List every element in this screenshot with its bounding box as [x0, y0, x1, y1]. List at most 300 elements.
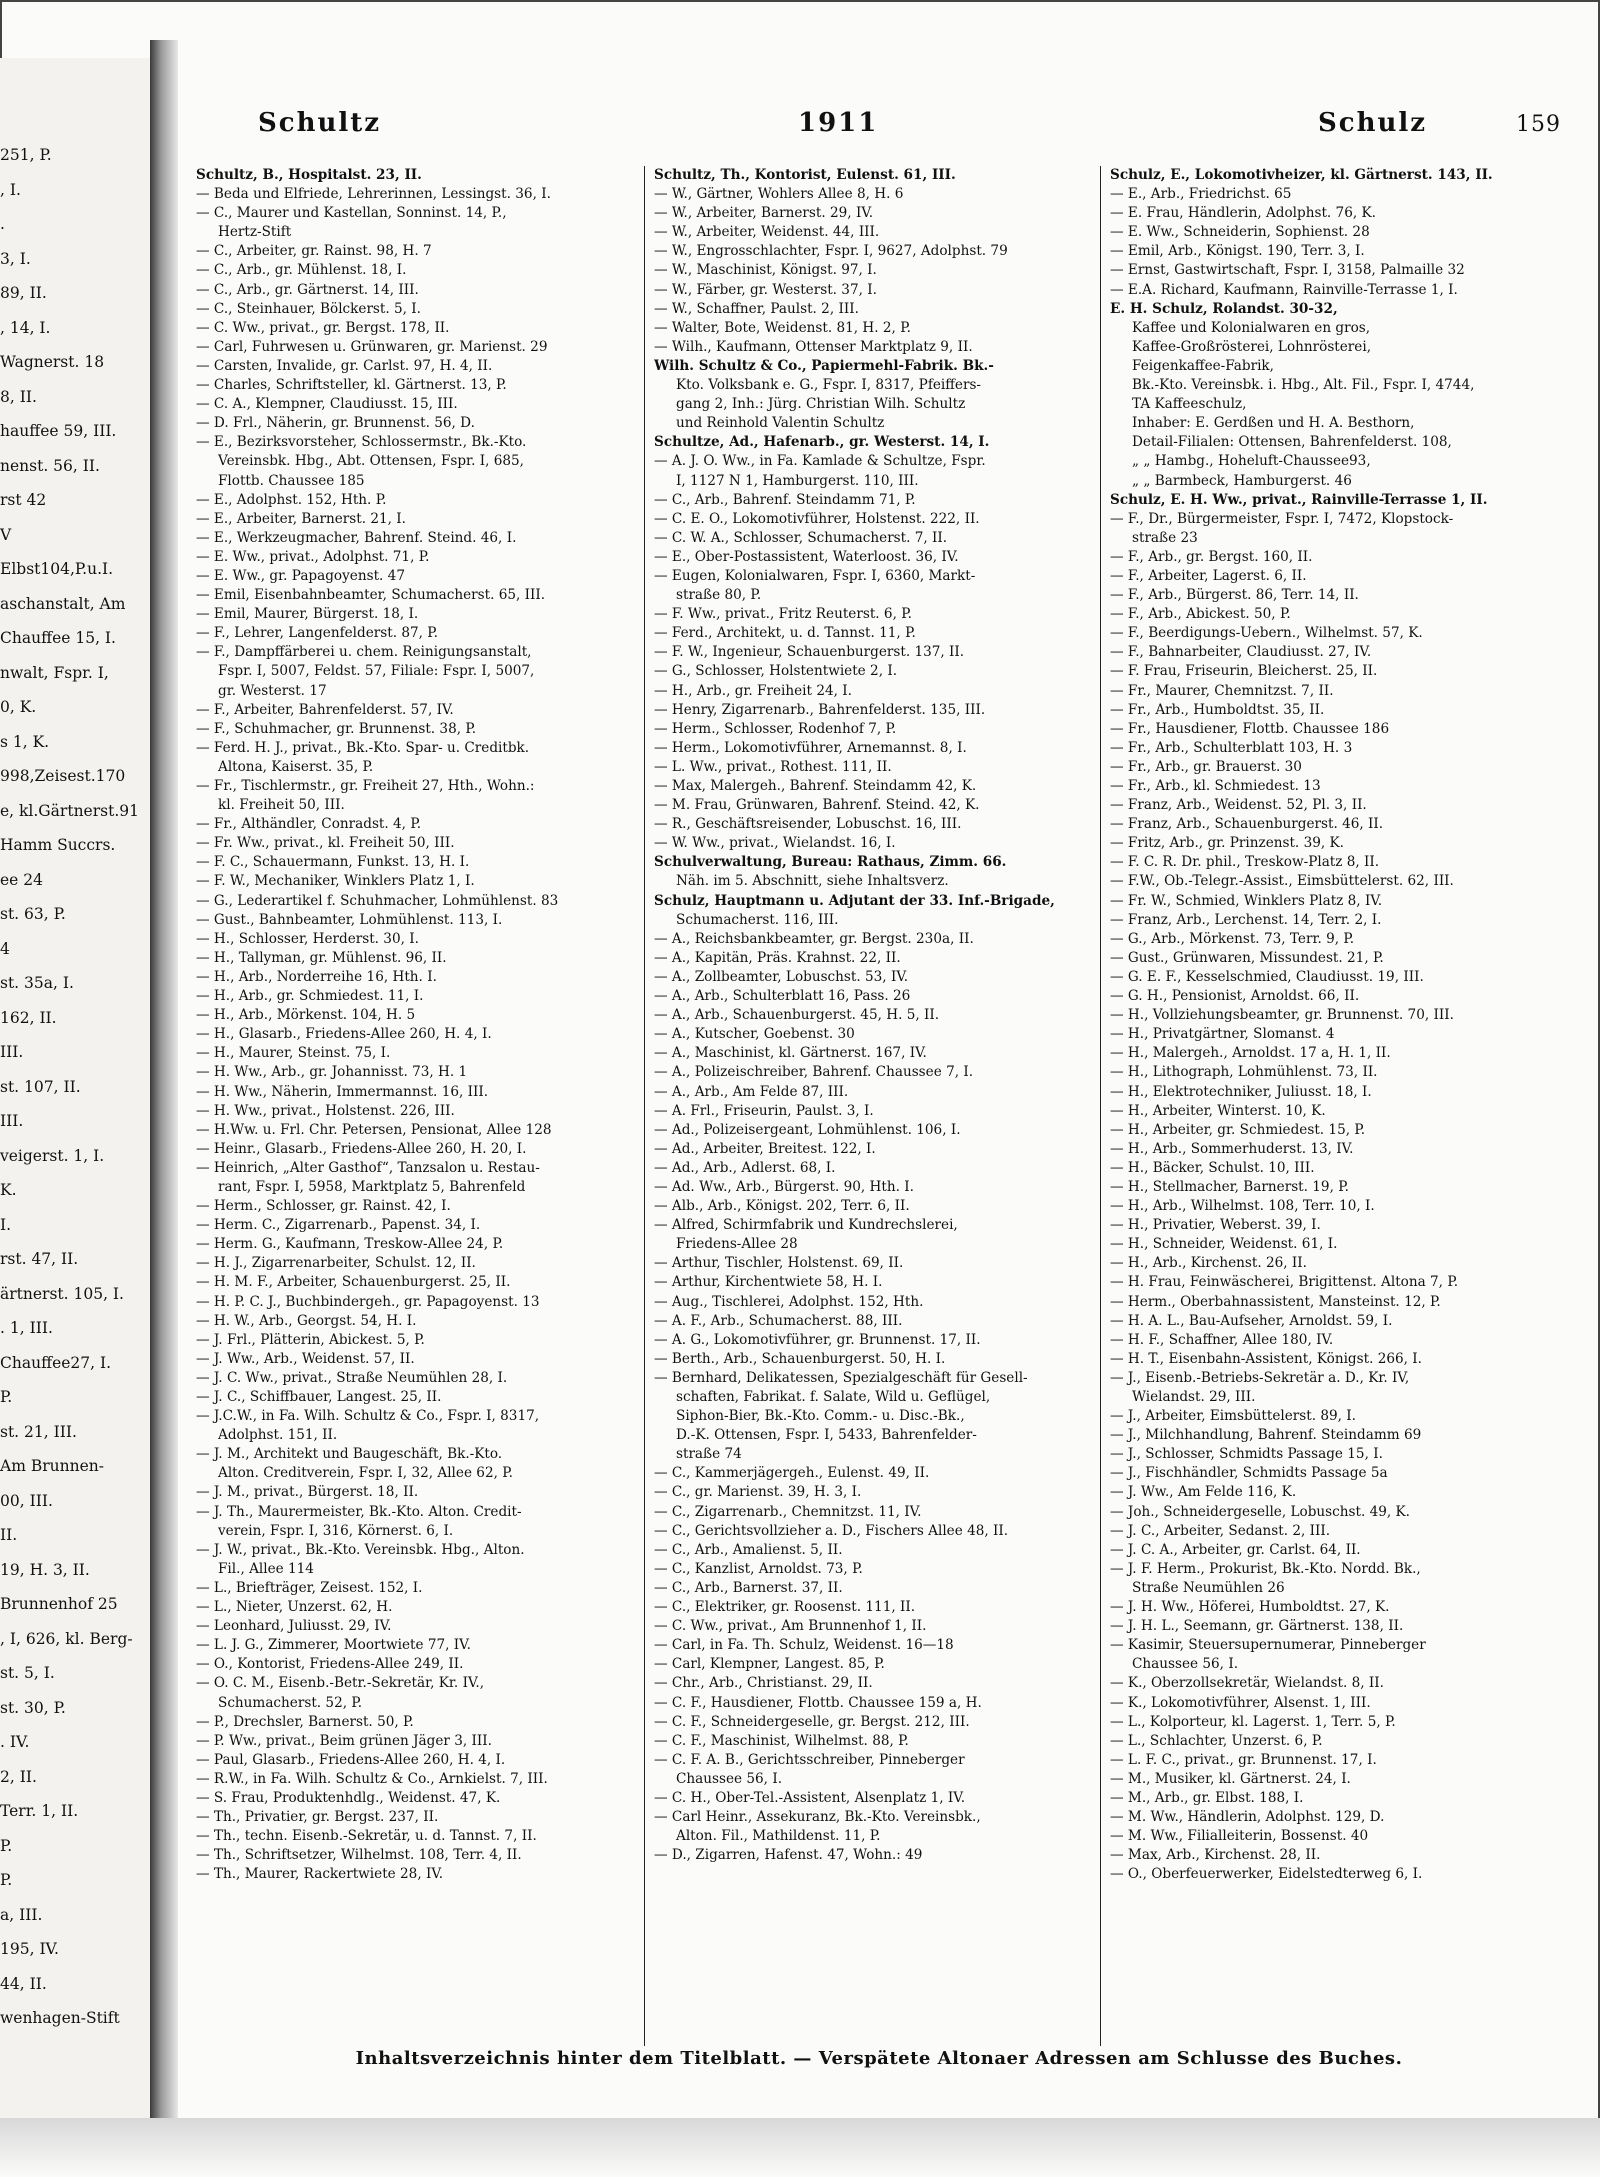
directory-entry: — J. Ww., Arb., Weidenst. 57, II. [196, 1350, 415, 1367]
directory-entry: Schulz, E. H. Ww., privat., Rainville-Terrasse 1, II. [1110, 491, 1488, 508]
directory-entry: — M., Musiker, kl. Gärtnerst. 24, I. [1110, 1770, 1351, 1787]
directory-entry: — E., Ober-Postassistent, Waterloost. 36, IV. [654, 548, 959, 565]
directory-entry: — Alb., Arb., Königst. 202, Terr. 6, II. [654, 1198, 910, 1215]
directory-entry: — C., Arbeiter, gr. Rainst. 98, H. 7 [196, 243, 432, 260]
directory-entry: — A., Arb., Schauenburgerst. 45, H. 5, II. [654, 1007, 940, 1024]
left-fragment-line: II. [0, 1526, 18, 1544]
directory-entry: — F. Ww., privat., Fritz Reuterst. 6, P. [654, 606, 912, 623]
left-fragment-line: I. [0, 1215, 12, 1234]
left-fragment-line: 44, II. [0, 1974, 47, 1993]
directory-entry: Wielandst. 29, III. [1132, 1389, 1256, 1405]
directory-entry: — J., Fischhändler, Schmidts Passage 5a [1110, 1465, 1388, 1482]
directory-entry: — F.W., Ob.-Telegr.-Assist., Eimsbüttelerst. 62, III. [1110, 873, 1454, 890]
directory-entry: Fspr. I, 5007, Feldst. 57, Filiale: Fspr. I, 5007, [218, 663, 535, 680]
directory-entry: — J. W., privat., Bk.-Kto. Vereinsbk. Hbg., Alton. [196, 1541, 525, 1558]
page-number: 159 [1516, 112, 1561, 137]
directory-entry: — J. Ww., Am Felde 116, K. [1110, 1484, 1297, 1501]
left-fragment-line: V [0, 525, 12, 544]
directory-entry: Chaussee 56, I. [676, 1770, 783, 1787]
directory-entry: — J. F. Herm., Prokurist, Bk.-Kto. Nordd. Bk., [1110, 1560, 1421, 1577]
left-fragment-line: , I, 626, kl. Berg- [0, 1629, 133, 1648]
directory-entry: — J. M., Architekt und Baugeschäft, Bk.-Kto. [196, 1446, 503, 1463]
directory-entry: Detail-Filialen: Ottensen, Bahrenfelderst. 108, [1132, 434, 1452, 451]
directory-entry: Alton. Fil., Mathildenst. 11, P. [676, 1828, 881, 1845]
directory-entry: — G. H., Pensionist, Arnoldst. 66, II. [1110, 988, 1360, 1005]
directory-entry: — H., Bäcker, Schulst. 10, III. [1110, 1159, 1315, 1176]
directory-entry: Schulz, E., Lokomotivheizer, kl. Gärtnerst. 143, II. [1110, 167, 1493, 183]
directory-entry: — H. J., Zigarrenarbeiter, Schulst. 12, II. [196, 1255, 476, 1272]
directory-entry: — A. Frl., Friseurin, Paulst. 3, I. [654, 1102, 874, 1119]
directory-entry: — J. Frl., Plätterin, Abickest. 5, P. [196, 1331, 425, 1348]
directory-entry: — Ferd., Architekt, u. d. Tannst. 11, P. [654, 625, 916, 642]
directory-entry: — Emil, Arb., Königst. 190, Terr. 3, I. [1110, 243, 1365, 260]
left-fragment-line: 998,Zeisest.170 [0, 767, 126, 785]
directory-entry: — H. P. C. J., Buchbindergeh., gr. Papagoyenst. 13 [196, 1293, 540, 1310]
directory-entry: — F., Arbeiter, Lagerst. 6, II. [1110, 567, 1307, 584]
directory-entry: — Fritz, Arb., gr. Prinzenst. 39, K. [1110, 835, 1344, 852]
directory-entry: — Ad., Polizeisergeant, Lohmühlenst. 106, I. [654, 1121, 961, 1138]
directory-entry: — P. Ww., privat., Beim grünen Jäger 3, III. [196, 1732, 492, 1749]
directory-entry: — C. F. A. B., Gerichtsschreiber, Pinneberger [654, 1751, 965, 1768]
directory-entry: — H., Tallyman, gr. Mühlenst. 96, II. [196, 949, 447, 966]
directory-entry: — C., Arb., gr. Gärtnerst. 14, III. [196, 281, 419, 298]
header-left-word: Schultz [258, 108, 382, 138]
directory-entry: — Leonhard, Juliusst. 29, IV. [196, 1618, 392, 1635]
left-fragment-line: nenst. 56, II. [0, 456, 100, 475]
directory-entry: — J., Schlosser, Schmidts Passage 15, I. [1110, 1446, 1383, 1463]
directory-entry: — A., Arb., Am Felde 87, III. [654, 1083, 849, 1100]
directory-entry: — J. Th., Maurermeister, Bk.-Kto. Alton. Credit- [196, 1503, 522, 1520]
directory-entry: — Th., techn. Eisenb.-Sekretär, u. d. Tannst. 7, II. [196, 1828, 537, 1845]
directory-entry: Näh. im 5. Abschnitt, siehe Inhaltsverz. [676, 873, 949, 890]
directory-entry: — H., Arb., gr. Freiheit 24, I. [654, 682, 852, 699]
header-right-word: Schulz [1318, 108, 1428, 138]
directory-entry: — C., Arb., Bahrenf. Steindamm 71, P. [654, 491, 916, 508]
directory-entry: — F., Arbeiter, Bahrenfelderst. 57, IV. [196, 701, 454, 718]
directory-entry: Schultz, B., Hospitalst. 23, II. [196, 167, 422, 183]
left-fragment-line: Brunnenhof 25 [0, 1595, 118, 1613]
directory-entry: — Herm., Schlosser, Rodenhof 7, P. [654, 720, 897, 737]
directory-entry: — Fr., Arb., kl. Schmiedest. 13 [1110, 778, 1321, 794]
directory-entry: Altona, Kaiserst. 35, P. [218, 758, 374, 775]
left-fragment-line: nwalt, Fspr. I, [0, 663, 109, 682]
directory-entry: — A. J. O. Ww., in Fa. Kamlade & Schultze, Fspr. [654, 453, 986, 470]
directory-entry: — Kasimir, Steuersupernumerar, Pinneberger [1110, 1637, 1426, 1654]
directory-entry: Kaffee-Großrösterei, Lohnrösterei, [1132, 338, 1372, 355]
left-fragment-line: III. [0, 1112, 24, 1130]
directory-entry: — H., Vollziehungsbeamter, gr. Brunnenst. 70, III. [1110, 1007, 1454, 1024]
directory-entry: — H., Maurer, Steinst. 75, I. [196, 1045, 391, 1062]
left-fragment-line: Terr. 1, II. [0, 1802, 79, 1820]
directory-entry: Schultz, Th., Kontorist, Eulenst. 61, III. [654, 167, 956, 183]
directory-entry: Inhaber: E. Gerdßen und H. A. Besthorn, [1132, 415, 1415, 432]
directory-entry: Kto. Volksbank e. G., Fspr. I, 8317, Pfeiffers- [676, 377, 982, 394]
directory-entry: I, 1127 N 1, Hamburgerst. 110, III. [676, 472, 919, 489]
left-fragment-line: Am Brunnen- [0, 1457, 104, 1475]
directory-entry: — E.A. Richard, Kaufmann, Rainville-Terrasse 1, I. [1110, 281, 1458, 298]
directory-entry: — W., Schaffner, Paulst. 2, III. [654, 300, 859, 317]
directory-entry: — Joh., Schneidergeselle, Lobuschst. 49, K. [1110, 1503, 1410, 1520]
directory-entry: — F., Schuhmacher, gr. Brunnenst. 38, P. [196, 720, 477, 737]
directory-entry: — W., Gärtner, Wohlers Allee 8, H. 6 [654, 186, 904, 203]
directory-entry: — C. E. O., Lokomotivführer, Holstenst. 222, II. [654, 510, 980, 527]
directory-entry: Vereinsbk. Hbg., Abt. Ottensen, Fspr. I, 685, [218, 453, 524, 470]
directory-entry: — Herm., Oberbahnassistent, Mansteinst. 12, P. [1110, 1293, 1441, 1310]
directory-entry: — F., Beerdigungs-Uebern., Wilhelmst. 57, K. [1110, 625, 1423, 642]
directory-entry: Chaussee 56, I. [1132, 1656, 1239, 1673]
directory-entry: TA Kaffeeschulz, [1132, 396, 1247, 413]
directory-entry: — Fr., Arb., Humboldtst. 35, II. [1110, 701, 1325, 718]
directory-entry: — O., Oberfeuerwerker, Eidelstedterweg 6, I. [1110, 1866, 1423, 1883]
directory-entry: — C. F., Schneidergeselle, gr. Bergst. 212, III. [654, 1713, 970, 1730]
directory-entry: — F. W., Mechaniker, Winklers Platz 1, I. [196, 873, 475, 890]
left-fragment-line: Hamm Succrs. [0, 836, 116, 854]
directory-entry: — E. Frau, Händlerin, Adolphst. 76, K. [1110, 205, 1376, 222]
directory-entry: — Herm. G., Kaufmann, Treskow-Allee 24, P. [196, 1236, 504, 1253]
directory-entry: Adolphst. 151, II. [218, 1427, 338, 1444]
directory-entry: „ „ Barmbeck, Hamburgerst. 46 [1132, 472, 1352, 489]
directory-entry: — G., Arb., Mörkenst. 73, Terr. 9, P. [1110, 930, 1355, 947]
column-2 [654, 166, 1089, 2046]
directory-entry: — W., Arbeiter, Weidenst. 44, III. [654, 224, 880, 241]
directory-entry: — K., Oberzollsekretär, Wielandst. 8, II. [1110, 1675, 1384, 1692]
directory-entry: — C., gr. Marienst. 39, H. 3, I. [654, 1484, 862, 1501]
directory-entry: — Max, Arb., Kirchenst. 28, II. [1110, 1847, 1321, 1864]
directory-entry: — Fr., Arb., gr. Brauerst. 30 [1110, 758, 1302, 775]
directory-entry: — C., Elektriker, gr. Roosenst. 111, II. [654, 1599, 916, 1616]
directory-entry: — S. Frau, Produktenhdlg., Weidenst. 47, K. [196, 1789, 501, 1806]
directory-entry: — Franz, Arb., Lerchenst. 14, Terr. 2, I. [1110, 911, 1382, 928]
directory-entry: — G. E. F., Kesselschmied, Claudiusst. 19, III. [1110, 968, 1424, 985]
directory-entry: — J. C., Schiffbauer, Langest. 25, II. [196, 1389, 442, 1405]
directory-entry: — J.C.W., in Fa. Wilh. Schultz & Co., Fspr. I, 8317, [196, 1408, 540, 1425]
left-fragment-line: st. 107, II. [0, 1077, 81, 1096]
directory-entry: — C., Arb., gr. Mühlenst. 18, I. [196, 262, 407, 279]
directory-entry: — H. Frau, Feinwäscherei, Brigittenst. Altona 7, P. [1110, 1274, 1459, 1291]
directory-entry: — C. Ww., privat., Am Brunnenhof 1, II. [654, 1618, 927, 1635]
directory-entry: — F., Dampffärberei u. chem. Reinigungsanstalt, [196, 644, 532, 661]
directory-entry: — Th., Privatier, gr. Bergst. 237, II. [196, 1809, 439, 1826]
directory-entry: — Herm. C., Zigarrenarb., Papenst. 34, I. [196, 1217, 481, 1234]
directory-entry: straße 74 [676, 1446, 742, 1463]
directory-entry: schaften, Fabrikat. f. Salate, Wild u. Geflügel, [676, 1389, 991, 1405]
directory-entry: — C. Ww., privat., gr. Bergst. 178, II. [196, 319, 450, 336]
scan-bottom-shade [0, 2118, 1600, 2177]
directory-entry: Schultze, Ad., Hafenarb., gr. Westerst. 14, I. [654, 434, 990, 451]
directory-entry: — Gust., Grünwaren, Missundest. 21, P. [1110, 949, 1384, 966]
directory-entry: — M. Ww., Händlerin, Adolphst. 129, D. [1110, 1809, 1385, 1826]
column-3 [1110, 166, 1580, 2046]
directory-entry: — Arthur, Tischler, Holstenst. 69, II. [654, 1255, 904, 1272]
directory-entry: Siphon-Bier, Bk.-Kto. Comm.- u. Disc.-Bk., [676, 1408, 965, 1425]
left-fragment-line: st. 5, I. [0, 1664, 55, 1682]
left-fragment-line: 19, H. 3, II. [0, 1560, 90, 1579]
directory-entry: — L., Kolporteur, kl. Lagerst. 1, Terr. 5, P. [1110, 1713, 1396, 1730]
directory-entry: — H., Arbeiter, Winterst. 10, K. [1110, 1102, 1326, 1119]
directory-entry: — O., Kontorist, Friedens-Allee 249, II. [196, 1656, 464, 1673]
directory-entry: — W., Färber, gr. Westerst. 37, I. [654, 281, 877, 298]
directory-entry: — Carl, Klempner, Langest. 85, P. [654, 1656, 885, 1673]
directory-entry: — Aug., Tischlerei, Adolphst. 152, Hth. [654, 1293, 924, 1310]
directory-entry: — C., Maurer und Kastellan, Sonninst. 14, P., [196, 205, 507, 222]
directory-entry: — H., Glasarb., Friedens-Allee 260, H. 4, I. [196, 1026, 492, 1043]
directory-entry: — F. C. R. Dr. phil., Treskow-Platz 8, II. [1110, 854, 1380, 871]
directory-entry: — Fr., Tischlermstr., gr. Freiheit 27, Hth., Wohn.: [196, 778, 535, 794]
left-fragment-line: hauffee 59, III. [0, 422, 117, 440]
directory-entry: — C., Zigarrenarb., Chemnitzst. 11, IV. [654, 1503, 922, 1520]
left-fragment-line: 0, K. [0, 698, 37, 716]
left-fragment-line: 00, III. [0, 1491, 53, 1510]
directory-entry: — W. Ww., privat., Wielandst. 16, I. [654, 835, 896, 852]
left-fragment-line: st. 30, P. [0, 1698, 66, 1717]
left-page-fragments [0, 58, 150, 2118]
directory-entry: — E., Werkzeugmacher, Bahrenf. Steind. 46, I. [196, 529, 517, 546]
left-fragment-line: , 14, I. [0, 318, 51, 337]
directory-entry: — Ernst, Gastwirtschaft, Fspr. I, 3158, Palmaille 32 [1110, 262, 1465, 279]
directory-entry: — K., Lokomotivführer, Alsenst. 1, III. [1110, 1694, 1371, 1711]
directory-entry: — E., Adolphst. 152, Hth. P. [196, 491, 387, 508]
directory-entry: — Alfred, Schirmfabrik und Kundrechslerei, [654, 1217, 958, 1234]
directory-entry: — Charles, Schriftsteller, kl. Gärtnerst. 13, P. [196, 377, 507, 394]
directory-entry: — H., Arbeiter, gr. Schmiedest. 15, P. [1110, 1121, 1366, 1138]
book-gutter [150, 40, 178, 2140]
directory-entry: — H., Elektrotechniker, Juliusst. 18, I. [1110, 1083, 1372, 1100]
directory-entry: — F., Arb., Bürgerst. 86, Terr. 14, II. [1110, 587, 1359, 604]
directory-entry: gang 2, Inh.: Jürg. Christian Wilh. Schultz [676, 396, 966, 413]
directory-entry: Schumacherst. 116, III. [676, 911, 839, 928]
directory-entry: — G., Lederartikel f. Schuhmacher, Lohmühlenst. 83 [196, 892, 559, 909]
left-fragment-line: rst 42 [0, 491, 47, 509]
directory-entry: — H. Ww., Näherin, Immermannst. 16, III. [196, 1083, 489, 1100]
directory-entry: — J. H. Ww., Höferei, Humboldtst. 27, K. [1110, 1599, 1390, 1616]
directory-entry: — Ad. Ww., Arb., Bürgerst. 90, Hth. I. [654, 1178, 914, 1195]
directory-page [178, 58, 1580, 2118]
directory-entry: — E. Ww., gr. Papagoyenst. 47 [196, 567, 405, 584]
left-fragment-line: aschanstalt, Am [0, 594, 126, 613]
directory-entry: — H. Ww., Arb., gr. Johannisst. 73, H. 1 [196, 1064, 468, 1081]
directory-entry: — J., Eisenb.-Betriebs-Sekretär a. D., Kr. IV, [1110, 1369, 1410, 1386]
directory-entry: — H., Arb., Norderreihe 16, Hth. I. [196, 968, 437, 985]
column-1 [196, 166, 632, 2046]
directory-entry: Wilh. Schultz & Co., Papiermehl-Fabrik. Bk.- [654, 357, 994, 374]
directory-entry: — E., Arb., Friedrichst. 65 [1110, 186, 1292, 203]
directory-entry: — A. G., Lokomotivführer, gr. Brunnenst. 17, II. [654, 1331, 981, 1348]
directory-entry: — C. W. A., Schlosser, Schumacherst. 7, II. [654, 529, 948, 546]
directory-entry: — A., Reichsbankbeamter, gr. Bergst. 230a, II. [654, 930, 974, 947]
left-fragment-line: st. 35a, I. [0, 974, 74, 992]
directory-entry: — J. C. A., Arbeiter, gr. Carlst. 64, II. [1110, 1541, 1361, 1558]
left-fragment-line: P. [0, 1836, 13, 1855]
left-fragment-line: . 1, III. [0, 1319, 53, 1337]
directory-entry: — Ferd. H. J., privat., Bk.-Kto. Spar- u. Creditbk. [196, 739, 530, 756]
directory-entry: — H., Schlosser, Herderst. 30, I. [196, 930, 419, 947]
directory-entry: — H. M. F., Arbeiter, Schauenburgerst. 25, II. [196, 1274, 511, 1291]
directory-entry: — F. C., Schauermann, Funkst. 13, H. I. [196, 854, 470, 871]
directory-entry: — Berth., Arb., Schauenburgerst. 50, H. I. [654, 1350, 946, 1367]
directory-entry: Alton. Creditverein, Fspr. I, 32, Allee 62, P. [218, 1465, 513, 1482]
directory-entry: — C. H., Ober-Tel.-Assistent, Alsenplatz 1, IV. [654, 1789, 966, 1806]
running-header [178, 108, 1580, 148]
directory-entry: — Ad., Arbeiter, Breitest. 122, I. [654, 1140, 876, 1157]
directory-entry: — F., Arb., gr. Bergst. 160, II. [1110, 548, 1313, 565]
directory-entry: — W., Engrosschlachter, Fspr. I, 9627, Adolphst. 79 [654, 243, 1008, 260]
left-fragment-line: veigerst. 1, I. [0, 1146, 105, 1165]
directory-entry: — F. Frau, Friseurin, Bleicherst. 25, II. [1110, 663, 1378, 680]
left-fragment-line: 89, II. [0, 284, 47, 302]
directory-entry: — Franz, Arb., Schauenburgerst. 46, II. [1110, 816, 1384, 833]
directory-entry: — F. W., Ingenieur, Schauenburgerst. 137, II. [654, 644, 965, 661]
directory-entry: — Herm., Schlosser, gr. Rainst. 42, I. [196, 1198, 451, 1215]
directory-entry: — H., Schneider, Weidenst. 61, I. [1110, 1236, 1338, 1253]
footer-note: Inhaltsverzeichnis hinter dem Titelblatt. — Verspätete Altonaer Adressen am Schlusse des Buches. [355, 2048, 1403, 2069]
directory-entry: — M. Ww., Filialleiterin, Bossenst. 40 [1110, 1828, 1369, 1845]
directory-entry: — H. A. L., Bau-Aufseher, Arnoldst. 59, I. [1110, 1312, 1393, 1329]
directory-entry: — L., Schlachter, Unzerst. 6, P. [1110, 1732, 1323, 1749]
directory-entry: — J. M., privat., Bürgerst. 18, II. [196, 1484, 419, 1501]
directory-entry: — Max, Malergeh., Bahrenf. Steindamm 42, K. [654, 778, 977, 794]
directory-entry: — F., Lehrer, Langenfelderst. 87, P. [196, 625, 438, 642]
directory-entry: — Carl, in Fa. Th. Schulz, Weidenst. 16—18 [654, 1637, 954, 1654]
left-fragment-line: a, III. [0, 1905, 43, 1924]
directory-entry: — O. C. M., Eisenb.-Betr.-Sekretär, Kr. IV., [196, 1675, 485, 1692]
directory-entry: straße 23 [1132, 529, 1198, 546]
directory-entry: Friedens-Allee 28 [676, 1236, 798, 1253]
directory-entry: — H., Privatier, Weberst. 39, I. [1110, 1217, 1321, 1234]
directory-entry: straße 80, P. [676, 587, 762, 604]
directory-entry: — Fr. Ww., privat., kl. Freiheit 50, III. [196, 835, 455, 852]
column-rule-2 [1100, 166, 1101, 2046]
directory-entry: — H., Arb., Wilhelmst. 108, Terr. 10, I. [1110, 1198, 1375, 1215]
left-fragment-line: 195, IV. [0, 1940, 59, 1958]
directory-entry: — Heinrich, „Alter Gasthof“, Tanzsalon u. Restau- [196, 1159, 540, 1176]
directory-entry: — J. C. Ww., privat., Straße Neumühlen 28, I. [196, 1369, 508, 1386]
directory-entry: — Beda und Elfriede, Lehrerinnen, Lessingst. 36, I. [196, 186, 551, 203]
directory-entry: — H. Ww., privat., Holstenst. 226, III. [196, 1102, 455, 1119]
directory-entry: — H., Malergeh., Arnoldst. 17 a, H. 1, II. [1110, 1045, 1391, 1062]
directory-entry: — C., Arb., Barnerst. 37, II. [654, 1579, 843, 1596]
directory-entry: — A., Polizeischreiber, Bahrenf. Chaussee 7, I. [654, 1064, 974, 1081]
header-year: 1911 [798, 108, 879, 138]
directory-entry: — A. F., Arb., Schumacherst. 88, III. [654, 1312, 903, 1329]
directory-entry: — Eugen, Kolonialwaren, Fspr. I, 6360, Markt- [654, 567, 976, 584]
directory-entry: — H., Arb., Sommerhuderst. 13, IV. [1110, 1140, 1354, 1157]
directory-entry: — C., Kanzlist, Arnoldst. 73, P. [654, 1560, 863, 1577]
left-fragment-line: Chauffee27, I. [0, 1353, 112, 1372]
directory-entry: „ „ Hambg., Hoheluft-Chaussee93, [1132, 453, 1371, 470]
directory-entry: Schumacherst. 52, P. [218, 1694, 363, 1711]
directory-entry: — Fr., Althändler, Conradst. 4, P. [196, 816, 422, 833]
directory-entry: — E., Bezirksvorsteher, Schlossermstr., Bk.-Kto. [196, 434, 527, 451]
left-fragment-line: st. 21, III. [0, 1422, 77, 1441]
directory-entry: — A., Arb., Schulterblatt 16, Pass. 26 [654, 988, 911, 1005]
directory-entry: — D., Zigarren, Hafenst. 47, Wohn.: 49 [654, 1847, 923, 1864]
directory-entry: — Henry, Zigarrenarb., Bahrenfelderst. 135, III. [654, 701, 986, 718]
directory-entry: — W., Arbeiter, Barnerst. 29, IV. [654, 205, 874, 222]
directory-entry: — M. Frau, Grünwaren, Bahrenf. Steind. 42, K. [654, 797, 980, 814]
directory-entry: — C. A., Klempner, Claudiusst. 15, III. [196, 396, 458, 413]
directory-entry: — H.Ww. u. Frl. Chr. Petersen, Pensionat, Allee 128 [196, 1121, 552, 1138]
directory-entry: — F., Arb., Abickest. 50, P. [1110, 606, 1291, 623]
directory-entry: — Th., Maurer, Rackertwiete 28, IV. [196, 1866, 444, 1883]
directory-entry: — E., Arbeiter, Barnerst. 21, I. [196, 510, 406, 527]
directory-entry: — H., Arb., gr. Schmiedest. 11, I. [196, 988, 424, 1005]
left-fragment-line: 162, II. [0, 1008, 57, 1027]
directory-entry: — W., Maschinist, Königst. 97, I. [654, 262, 877, 279]
left-fragment-line: . IV. [0, 1733, 30, 1751]
directory-entry: — H., Lithograph, Lohmühlenst. 73, II. [1110, 1064, 1378, 1081]
directory-entry: verein, Fspr. I, 316, Körnerst. 6, I. [218, 1522, 454, 1539]
left-fragment-line: 8, II. [0, 387, 37, 406]
directory-entry: gr. Westerst. 17 [218, 682, 327, 699]
directory-entry: — H., Arb., Kirchenst. 26, II. [1110, 1255, 1307, 1272]
left-fragment-line: 2, II. [0, 1767, 37, 1786]
directory-entry: — Emil, Maurer, Bürgerst. 18, I. [196, 606, 419, 623]
directory-entry: — C. F., Maschinist, Wilhelmst. 88, P. [654, 1732, 909, 1749]
directory-entry: — H. W., Arb., Georgst. 54, H. I. [196, 1312, 417, 1329]
directory-entry: — Fr., Hausdiener, Flottb. Chaussee 186 [1110, 720, 1390, 737]
directory-entry: und Reinhold Valentin Schultz [676, 415, 885, 432]
directory-entry: — Fr. W., Schmied, Winklers Platz 8, IV. [1110, 892, 1383, 909]
left-fragment-line: Elbst104,P.u.I. [0, 560, 114, 578]
directory-entry: — Franz, Arb., Weidenst. 52, Pl. 3, II. [1110, 797, 1367, 814]
left-fragment-line: s 1, K. [0, 732, 50, 751]
directory-entry: — Paul, Glasarb., Friedens-Allee 260, H. 4, I. [196, 1751, 506, 1768]
left-fragment-line: ärtnerst. 105, I. [0, 1284, 124, 1303]
directory-entry: — C. F., Hausdiener, Flottb. Chaussee 159 a, H. [654, 1694, 982, 1711]
directory-entry: — Carl Heinr., Assekuranz, Bk.-Kto. Vereinsbk., [654, 1809, 981, 1826]
directory-entry: — Fr., Maurer, Chemnitzst. 7, II. [1110, 682, 1334, 699]
directory-entry: Schulverwaltung, Bureau: Rathaus, Zimm. 66. [654, 854, 1007, 871]
directory-entry: — Wilh., Kaufmann, Ottenser Marktplatz 9, II. [654, 338, 973, 355]
directory-entry: — J., Arbeiter, Eimsbüttelerst. 89, I. [1110, 1408, 1357, 1425]
directory-entry: — G., Schlosser, Holstentwiete 2, I. [654, 663, 898, 680]
directory-entry: — P., Drechsler, Barnerst. 50, P. [196, 1713, 414, 1730]
directory-entry: — E. Ww., privat., Adolphst. 71, P. [196, 548, 430, 565]
directory-entry: — C., Kammerjägergeh., Eulenst. 49, II. [654, 1465, 930, 1482]
directory-entry: — Emil, Eisenbahnbeamter, Schumacherst. 65, III. [196, 587, 546, 604]
left-fragment-line: 251, P. [0, 146, 52, 164]
directory-entry: — H. F., Schaffner, Allee 180, IV. [1110, 1331, 1334, 1348]
directory-entry: — C., Arb., Amalienst. 5, II. [654, 1541, 843, 1558]
left-fragment-line: , I. [0, 180, 21, 199]
left-fragment-line: Chauffee 15, I. [0, 629, 116, 647]
directory-entry: D.-K. Ottensen, Fspr. I, 5433, Bahrenfelder- [676, 1427, 977, 1444]
directory-entry: — Arthur, Kirchentwiete 58, H. I. [654, 1274, 883, 1291]
left-fragment-line: 4 [0, 939, 10, 958]
directory-entry: — Herm., Lokomotivführer, Arnemannst. 8, I. [654, 739, 967, 756]
directory-entry: — Fr., Arb., Schulterblatt 103, H. 3 [1110, 739, 1353, 756]
directory-entry: E. H. Schulz, Rolandst. 30-32, [1110, 300, 1338, 317]
directory-entry: — J. H. L., Seemann, gr. Gärtnerst. 138, II. [1110, 1618, 1404, 1635]
left-fragment-line: P. [0, 1388, 13, 1406]
directory-entry: — J. C., Arbeiter, Sedanst. 2, III. [1110, 1522, 1331, 1539]
directory-entry: — Carl, Fuhrwesen u. Grünwaren, gr. Marienst. 29 [196, 338, 548, 355]
directory-entry: — A., Kapitän, Präs. Krahnst. 22, II. [654, 949, 901, 966]
left-fragment-line: K. [0, 1181, 17, 1199]
directory-entry: Schulz, Hauptmann u. Adjutant der 33. Inf.-Brigade, [654, 892, 1055, 909]
directory-entry: Straße Neumühlen 26 [1132, 1579, 1285, 1596]
directory-entry: — H., Privatgärtner, Slomanst. 4 [1110, 1026, 1335, 1043]
directory-entry: — Bernhard, Delikatessen, Spezialgeschäft für Gesell- [654, 1369, 1028, 1386]
directory-entry: — L. F. C., privat., gr. Brunnenst. 17, I. [1110, 1751, 1377, 1768]
directory-entry: — L., Briefträger, Zeisest. 152, I. [196, 1579, 423, 1596]
directory-entry: — Chr., Arb., Christianst. 29, II. [654, 1675, 873, 1692]
left-fragment-line: ee 24 [0, 870, 43, 889]
directory-entry: — H., Stellmacher, Barnerst. 19, P. [1110, 1178, 1349, 1195]
directory-entry: — Ad., Arb., Adlerst. 68, I. [654, 1159, 836, 1176]
directory-entry: — C., Gerichtsvollzieher a. D., Fischers Allee 48, II. [654, 1522, 1009, 1539]
directory-entry: — H., Arb., Mörkenst. 104, H. 5 [196, 1007, 416, 1024]
